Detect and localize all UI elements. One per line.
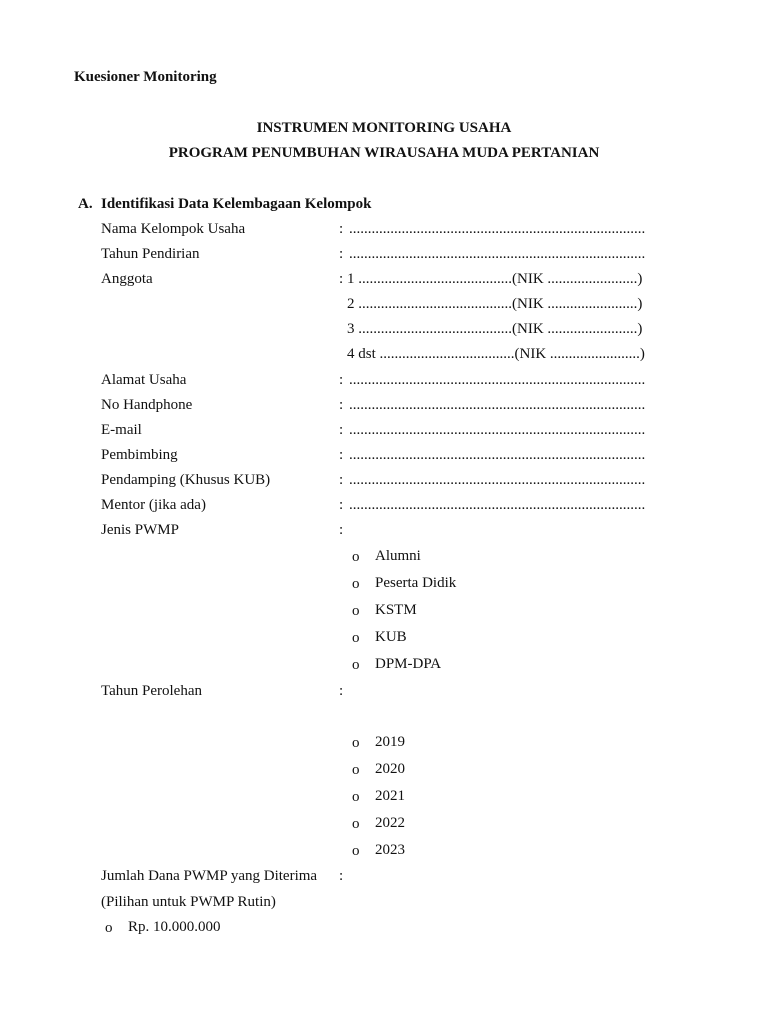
field-label-alamat: Alamat Usaha (101, 372, 187, 388)
anggota-line-2[interactable]: 2 .........................................(NIK ........................) (347, 296, 643, 312)
radio-bullet-icon[interactable]: o (105, 920, 113, 936)
option-jenis-alumni: Alumni (375, 548, 421, 564)
field-label-jenis-pwmp: Jenis PWMP (101, 522, 179, 538)
field-colon: : (339, 397, 344, 413)
field-label-tahun-pendirian: Tahun Pendirian (101, 246, 200, 262)
field-label-jumlah-dana: Jumlah Dana PWMP yang Diterima (101, 868, 318, 884)
radio-bullet-icon[interactable]: o (352, 603, 360, 619)
field-blank-pendamping[interactable]: ............................................................................... (349, 472, 646, 488)
anggota-line-4[interactable]: 4 dst ....................................(NIK ........................) (347, 346, 645, 362)
field-colon: : (339, 246, 344, 262)
radio-bullet-icon[interactable]: o (352, 735, 360, 751)
anggota-line-3[interactable]: 3 .........................................(NIK ........................) (347, 321, 643, 337)
radio-bullet-icon[interactable]: o (352, 630, 360, 646)
radio-bullet-icon[interactable]: o (352, 843, 360, 859)
option-jenis-dpm-dpa: DPM-DPA (375, 656, 442, 672)
option-tahun-2023: 2023 (375, 842, 405, 858)
field-blank-email[interactable]: ............................................................................... (349, 422, 646, 438)
option-dana-10jt: Rp. 10.000.000 (128, 919, 221, 935)
section-heading: Identifikasi Data Kelembagaan Kelompok (101, 196, 372, 212)
field-label-email: E-mail (101, 422, 142, 438)
field-blank-mentor[interactable]: ............................................................................... (349, 497, 646, 513)
option-tahun-2021: 2021 (375, 788, 405, 804)
field-label-tahun-perolehan: Tahun Perolehan (101, 683, 203, 699)
option-jenis-kstm: KSTM (375, 602, 417, 618)
field-label-anggota: Anggota (101, 271, 153, 287)
field-label-handphone: No Handphone (101, 397, 193, 413)
field-blank-alamat[interactable]: ............................................................................... (349, 372, 646, 388)
option-tahun-2020: 2020 (375, 761, 405, 777)
option-jenis-kub: KUB (375, 629, 407, 645)
field-blank-tahun-pendirian[interactable]: ............................................................................... (349, 246, 646, 262)
field-label-pembimbing: Pembimbing (101, 447, 178, 463)
radio-bullet-icon[interactable]: o (352, 789, 360, 805)
option-tahun-2019: 2019 (375, 734, 405, 750)
document-kicker: Kuesioner Monitoring (74, 69, 217, 85)
field-colon: : (339, 271, 344, 287)
field-label-mentor: Mentor (jika ada) (101, 497, 206, 513)
option-jenis-peserta-didik: Peserta Didik (375, 575, 457, 591)
option-tahun-2022: 2022 (375, 815, 405, 831)
section-marker: A. (78, 196, 93, 212)
field-label-nama: Nama Kelompok Usaha (101, 221, 246, 237)
radio-bullet-icon[interactable]: o (352, 657, 360, 673)
field-colon: : (339, 447, 344, 463)
radio-bullet-icon[interactable]: o (352, 549, 360, 565)
radio-bullet-icon[interactable]: o (352, 816, 360, 832)
field-colon: : (339, 422, 344, 438)
document-title-line1: INSTRUMEN MONITORING USAHA (256, 120, 512, 136)
field-colon: : (339, 522, 344, 538)
field-blank-handphone[interactable]: ............................................................................... (349, 397, 646, 413)
field-blank-pembimbing[interactable]: ............................................................................... (349, 447, 646, 463)
field-colon: : (339, 221, 344, 237)
field-colon: : (339, 683, 344, 699)
radio-bullet-icon[interactable]: o (352, 762, 360, 778)
radio-bullet-icon[interactable]: o (352, 576, 360, 592)
field-colon: : (339, 372, 344, 388)
field-colon: : (339, 472, 344, 488)
anggota-line-1[interactable]: 1 .........................................(NIK ........................) (347, 271, 643, 287)
document-title-line2: PROGRAM PENUMBUHAN WIRAUSAHA MUDA PERTANIAN (168, 145, 600, 161)
field-note-jumlah-dana: (Pilihan untuk PWMP Rutin) (101, 894, 276, 910)
field-label-pendamping: Pendamping (Khusus KUB) (101, 472, 271, 488)
field-colon: : (339, 868, 344, 884)
field-blank-nama[interactable]: ............................................................................... (349, 221, 646, 237)
field-colon: : (339, 497, 344, 513)
